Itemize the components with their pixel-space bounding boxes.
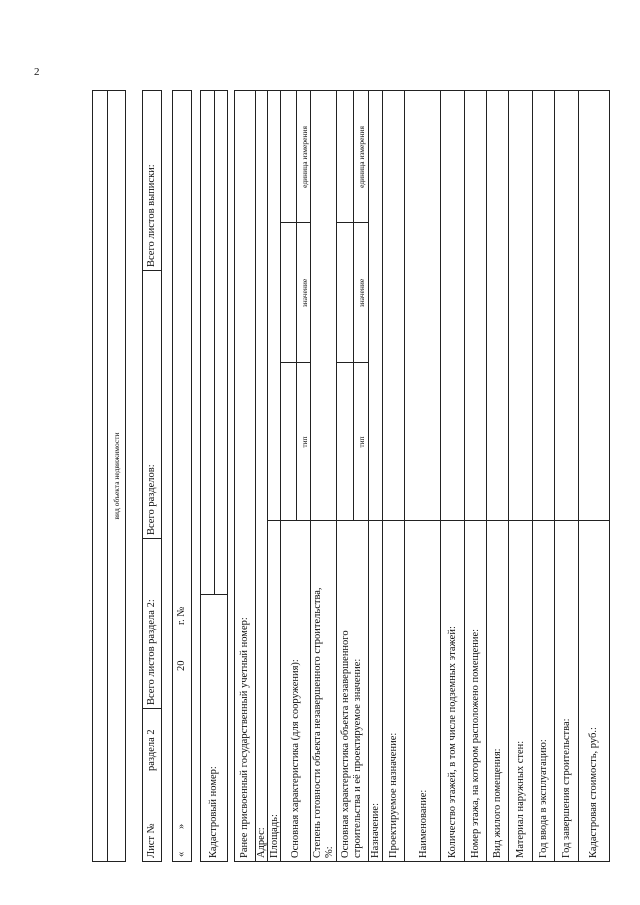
row-name: Наименование:: [405, 91, 441, 861]
row-prev-number: Ранее присвоенный государственный учетный номер:: [235, 91, 256, 861]
row-area: Площадь:: [268, 91, 281, 861]
total-sheets-label: Всего листов выписки:: [146, 164, 157, 267]
subtable2-type: тип: [357, 436, 366, 448]
row-purpose: Назначение:: [369, 91, 383, 861]
page-number: 2: [34, 66, 40, 78]
object-kind-block: [92, 90, 126, 862]
sheets-in-section-label: Всего листов раздела 2:: [146, 599, 157, 705]
rotated-form: [92, 90, 612, 862]
sheet-no-label: Лист №: [146, 823, 157, 858]
row-readiness: Степень готовности объекта незавершенного строительства, %:: [311, 91, 337, 861]
characteristics-table: [234, 90, 610, 862]
date-open-quote: «: [176, 851, 187, 857]
cadastral-number-block: [200, 90, 228, 862]
date-year: 20: [176, 660, 187, 671]
row-commission-year: Год ввода в эксплуатацию:: [533, 91, 555, 861]
subtable1-type: тип: [300, 436, 309, 448]
subtable1-value: значение: [300, 278, 309, 308]
row-projected-purpose: Проектируемое назначение:: [383, 91, 405, 861]
row-completion-year: Год завершения строительства:: [555, 91, 579, 861]
row-unfinished-char: Основная характеристика объекта незавершенного строительства и её проектируемое значение:: [337, 91, 369, 861]
subtable2-unit: единица измерения: [357, 126, 366, 188]
subtable2-value: значение: [357, 278, 366, 308]
total-sections-label: Всего разделов:: [146, 464, 157, 535]
row-residential-kind: Вид жилого помещения:: [487, 91, 509, 861]
subtable1-unit: единица измерения: [300, 126, 309, 188]
object-kind-caption: вид объекта недвижимости: [112, 432, 121, 520]
cadastral-number-label: Кадастровый номер:: [208, 766, 219, 858]
row-wall-material: Материал наружных стен:: [509, 91, 533, 861]
row-cadastral-value: Кадастровая стоимость, руб.:: [588, 727, 599, 858]
date-close-quote: »: [176, 823, 187, 829]
row-floor-number: Номер этажа, на котором расположено помещение:: [465, 91, 487, 861]
row-main-char: Основная характеристика (для сооружения):: [281, 91, 311, 861]
section-label: раздела 2: [146, 729, 157, 771]
date-year-suffix: г. №: [176, 606, 187, 625]
date-block: [172, 90, 192, 862]
row-address: Адрес:: [256, 91, 268, 861]
sheet-info-block: [142, 90, 162, 862]
row-floors: Количество этажей, в том числе подземных этажей:: [441, 91, 465, 861]
